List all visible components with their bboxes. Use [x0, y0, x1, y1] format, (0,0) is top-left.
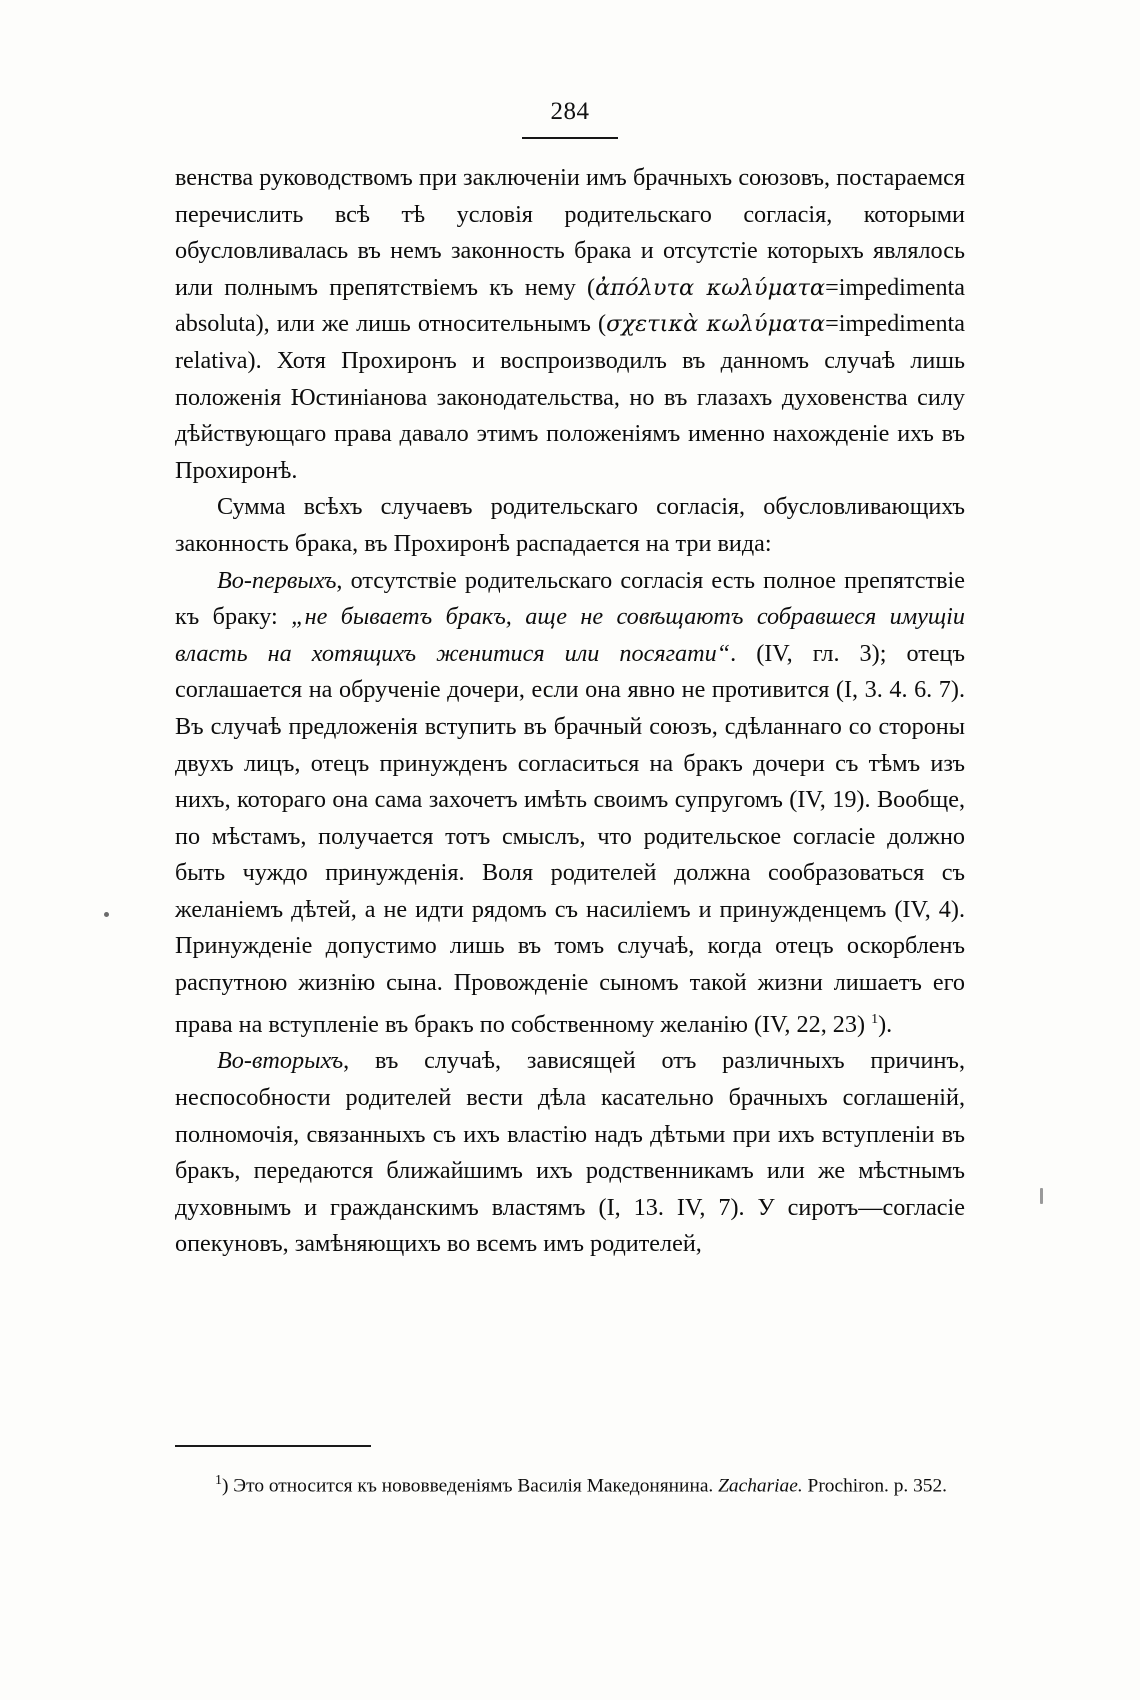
- paragraph-1: венства руководствомъ при заключеніи имъ брачныхъ союзовъ, постараемся перечислить всѣ тѣ условія родительскаго согласія, которыми обусловливалась въ немъ законность брака и отсутстіе которыхъ являлось или полнымъ препятствіемъ къ нему (ἀπόλυτα κωλύματα=impedimenta absoluta), или же лишь относительнымъ (σχετικὰ κωλύματα=impedimenta relativa). Хотя Прохиронъ и воспроизводилъ въ данномъ случаѣ лишь положенія Юстиніанова законодательства, но въ глазахъ духовенства силу дѣйствующаго права давало этимъ положеніямъ именно нахожденіе ихъ въ Прохиронѣ.: [175, 164, 965, 484]
- paragraph-4: Во-вторыхъ, въ случаѣ, зависящей отъ различныхъ причинъ, неспособности родителей вести дѣла касательно брачныхъ соглашеній, полномочія, связанныхъ съ ихъ властію надъ дѣтьми при ихъ вступленіи въ бракъ, передаются ближайшимъ ихъ родственникамъ или же мѣстнымъ духовнымъ и гражданскимъ властямъ (I, 13. IV, 7). У сиротъ—согласіе опекуновъ, замѣняющихъ во всемъ имъ родителей,: [175, 1047, 965, 1258]
- page-speck: [104, 912, 109, 917]
- footnote-block: [175, 1466, 965, 1501]
- footnote-1: $^1$) Это относится къ нововведеніямъ Василія Македонянина. Zachariae. Prochiron. p. 352.: [215, 1473, 948, 1497]
- paragraph-2: Сумма всѣхъ случаевъ родительскаго согласія, обусловливающихъ законность брака, въ Прохиронѣ распадается на три вида:: [175, 493, 965, 557]
- header-rule: [522, 137, 618, 139]
- body-text-column: [175, 160, 965, 1263]
- page-speck: [1040, 1188, 1043, 1204]
- paragraph-3: Во-первыхъ, отсутствіе родительскаго согласія есть полное препятствіе къ браку: „не бываетъ бракъ, аще не совѣщаютъ собравшеся имущіи власть на хотящихъ женитися или посягати“. (IV, гл. 3); отецъ соглашается на обрученіе дочери, если она явно не противится (I, 3. 4. 6. 7). Въ случаѣ предложенія вступить въ брачный союзъ, сдѣланнаго со стороны двухъ лицъ, отецъ принужденъ согласиться на бракъ дочери съ тѣмъ изъ нихъ, котораго она сама захочетъ имѣть своимъ супругомъ (IV, 19). Вообще, по мѣстамъ, получается тотъ смыслъ, что родительское согласіе должно быть чуждо принужденія. Воля родителей должна сообразоваться съ желаніемъ дѣтей, а не идти рядомъ съ насиліемъ и принужденцемъ (IV, 4). Принужденіе допустимо лишь въ томъ случаѣ, когда отецъ оскорбленъ распутною жизнію сына. Провожденіе сыномъ такой жизни лишаетъ его права на вступленіе въ бракъ по собственному желанію (IV, 22, 23) $^1$).: [175, 566, 965, 1038]
- page-number: 284: [550, 98, 590, 125]
- page-header: [0, 98, 1140, 126]
- footnote-separator: [175, 1445, 371, 1447]
